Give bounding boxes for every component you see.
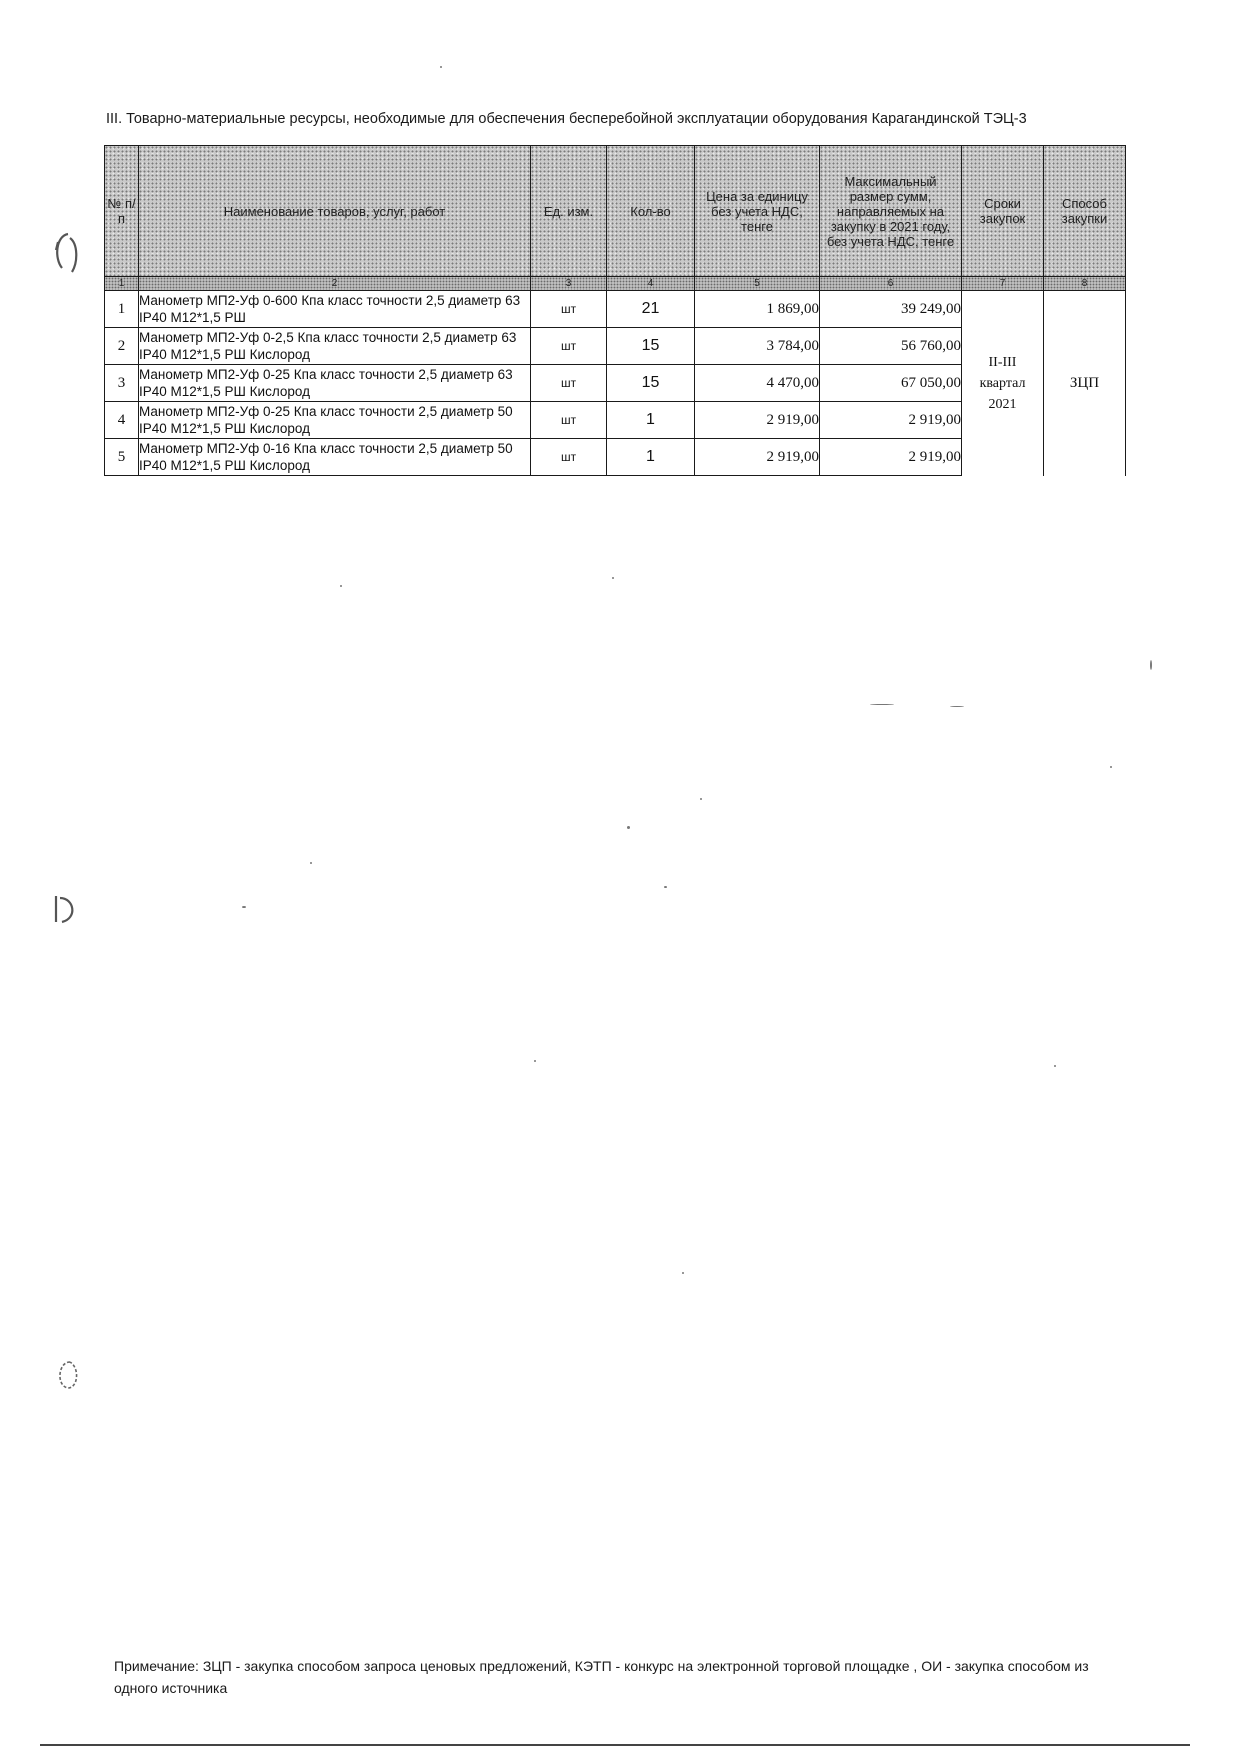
header-terms: Сроки закупок: [962, 146, 1044, 277]
header-unit: Ед. изм.: [531, 146, 607, 277]
header-max-sum: Максимальный размер сумм, направляемых на закупку в 2021 году, без учета НДС, тенге: [820, 146, 962, 277]
item-unit: шт: [531, 439, 607, 476]
item-sum: 67 050,00: [820, 365, 962, 402]
row-number: 3: [105, 365, 139, 402]
item-unit: шт: [531, 402, 607, 439]
scan-speck: [682, 1272, 684, 1274]
scan-speck: [1110, 766, 1112, 768]
footnote: Примечание: ЗЦП - закупка способом запроса ценовых предложений, КЭТП - конкурс на электронной торговой площадке , ОИ - закупка способом из одного источника: [114, 1658, 1089, 1696]
column-number: 4: [607, 277, 695, 291]
column-number: 5: [695, 277, 820, 291]
item-sum: 2 919,00: [820, 402, 962, 439]
punch-hole-middle: [48, 890, 88, 930]
item-price: 1 869,00: [695, 291, 820, 328]
section-title: III. Товарно-материальные ресурсы, необходимые для обеспечения бесперебойной эксплуатации оборудования Карагандинской ТЭЦ-3: [106, 111, 1027, 127]
item-qty: 15: [607, 328, 695, 365]
scan-speck: [870, 704, 894, 705]
item-qty: 15: [607, 365, 695, 402]
table-row: [105, 291, 1126, 328]
column-number-row: [105, 277, 1126, 291]
item-unit: шт: [531, 328, 607, 365]
item-name: Манометр МП2-Уф 0-25 Кпа класс точности 2,5 диаметр 50 IP40 М12*1,5 РШ Кислород: [139, 402, 531, 439]
scan-speck: [310, 862, 312, 864]
item-sum: 39 249,00: [820, 291, 962, 328]
column-number: 6: [820, 277, 962, 291]
column-number: 2: [139, 277, 531, 291]
terms-line: II-III: [988, 354, 1017, 370]
scan-speck: [340, 585, 342, 587]
scan-speck: [1054, 1065, 1056, 1067]
item-unit: шт: [531, 365, 607, 402]
procurement-table: [104, 145, 1126, 476]
scan-speck: [664, 886, 667, 888]
procurement-terms: [962, 291, 1044, 476]
scan-speck: [627, 826, 630, 829]
scan-speck: [612, 577, 614, 579]
column-number: 7: [962, 277, 1044, 291]
column-number: 1: [105, 277, 139, 291]
item-name: Манометр МП2-Уф 0-25 Кпа класс точности 2,5 диаметр 63 IP40 М12*1,5 РШ Кислород: [139, 365, 531, 402]
scan-speck: [700, 798, 702, 800]
row-number: 2: [105, 328, 139, 365]
header-no: № п/п: [105, 146, 139, 277]
scan-speck: [440, 66, 442, 68]
item-sum: 2 919,00: [820, 439, 962, 476]
procurement-method: ЗЦП: [1044, 291, 1126, 476]
row-number: 4: [105, 402, 139, 439]
header-price: Цена за единицу без учета НДС, тенге: [695, 146, 820, 277]
item-qty: 21: [607, 291, 695, 328]
item-price: 4 470,00: [695, 365, 820, 402]
item-qty: 1: [607, 439, 695, 476]
item-name: Манометр МП2-Уф 0-16 Кпа класс точности 2,5 диаметр 50 IP40 М12*1,5 РШ Кислород: [139, 439, 531, 476]
item-price: 2 919,00: [695, 439, 820, 476]
row-number: 5: [105, 439, 139, 476]
header-name: Наименование товаров, услуг, работ: [139, 146, 531, 277]
item-name: Манометр МП2-Уф 0-2,5 Кпа класс точности 2,5 диаметр 63 IP40 М12*1,5 РШ Кислород: [139, 328, 531, 365]
scan-speck: [1150, 660, 1152, 670]
terms-line: квартал: [979, 375, 1026, 391]
header-qty: Кол-во: [607, 146, 695, 277]
terms-line: 2021: [988, 396, 1017, 412]
item-sum: 56 760,00: [820, 328, 962, 365]
scan-speck: [950, 706, 964, 707]
punch-hole-bottom: [52, 1358, 86, 1394]
item-price: 3 784,00: [695, 328, 820, 365]
row-number: 1: [105, 291, 139, 328]
column-number: 3: [531, 277, 607, 291]
item-name: Манометр МП2-Уф 0-600 Кпа класс точности 2,5 диаметр 63 IP40 М12*1,5 РШ: [139, 291, 531, 328]
page-bottom-edge: [40, 1744, 1190, 1746]
scan-speck: [534, 1060, 536, 1062]
item-price: 2 919,00: [695, 402, 820, 439]
table-header-row: [105, 146, 1126, 277]
header-method: Способ закупки: [1044, 146, 1126, 277]
punch-hole-top: [48, 228, 88, 278]
item-qty: 1: [607, 402, 695, 439]
column-number: 8: [1044, 277, 1126, 291]
scan-speck: [242, 906, 246, 908]
item-unit: шт: [531, 291, 607, 328]
